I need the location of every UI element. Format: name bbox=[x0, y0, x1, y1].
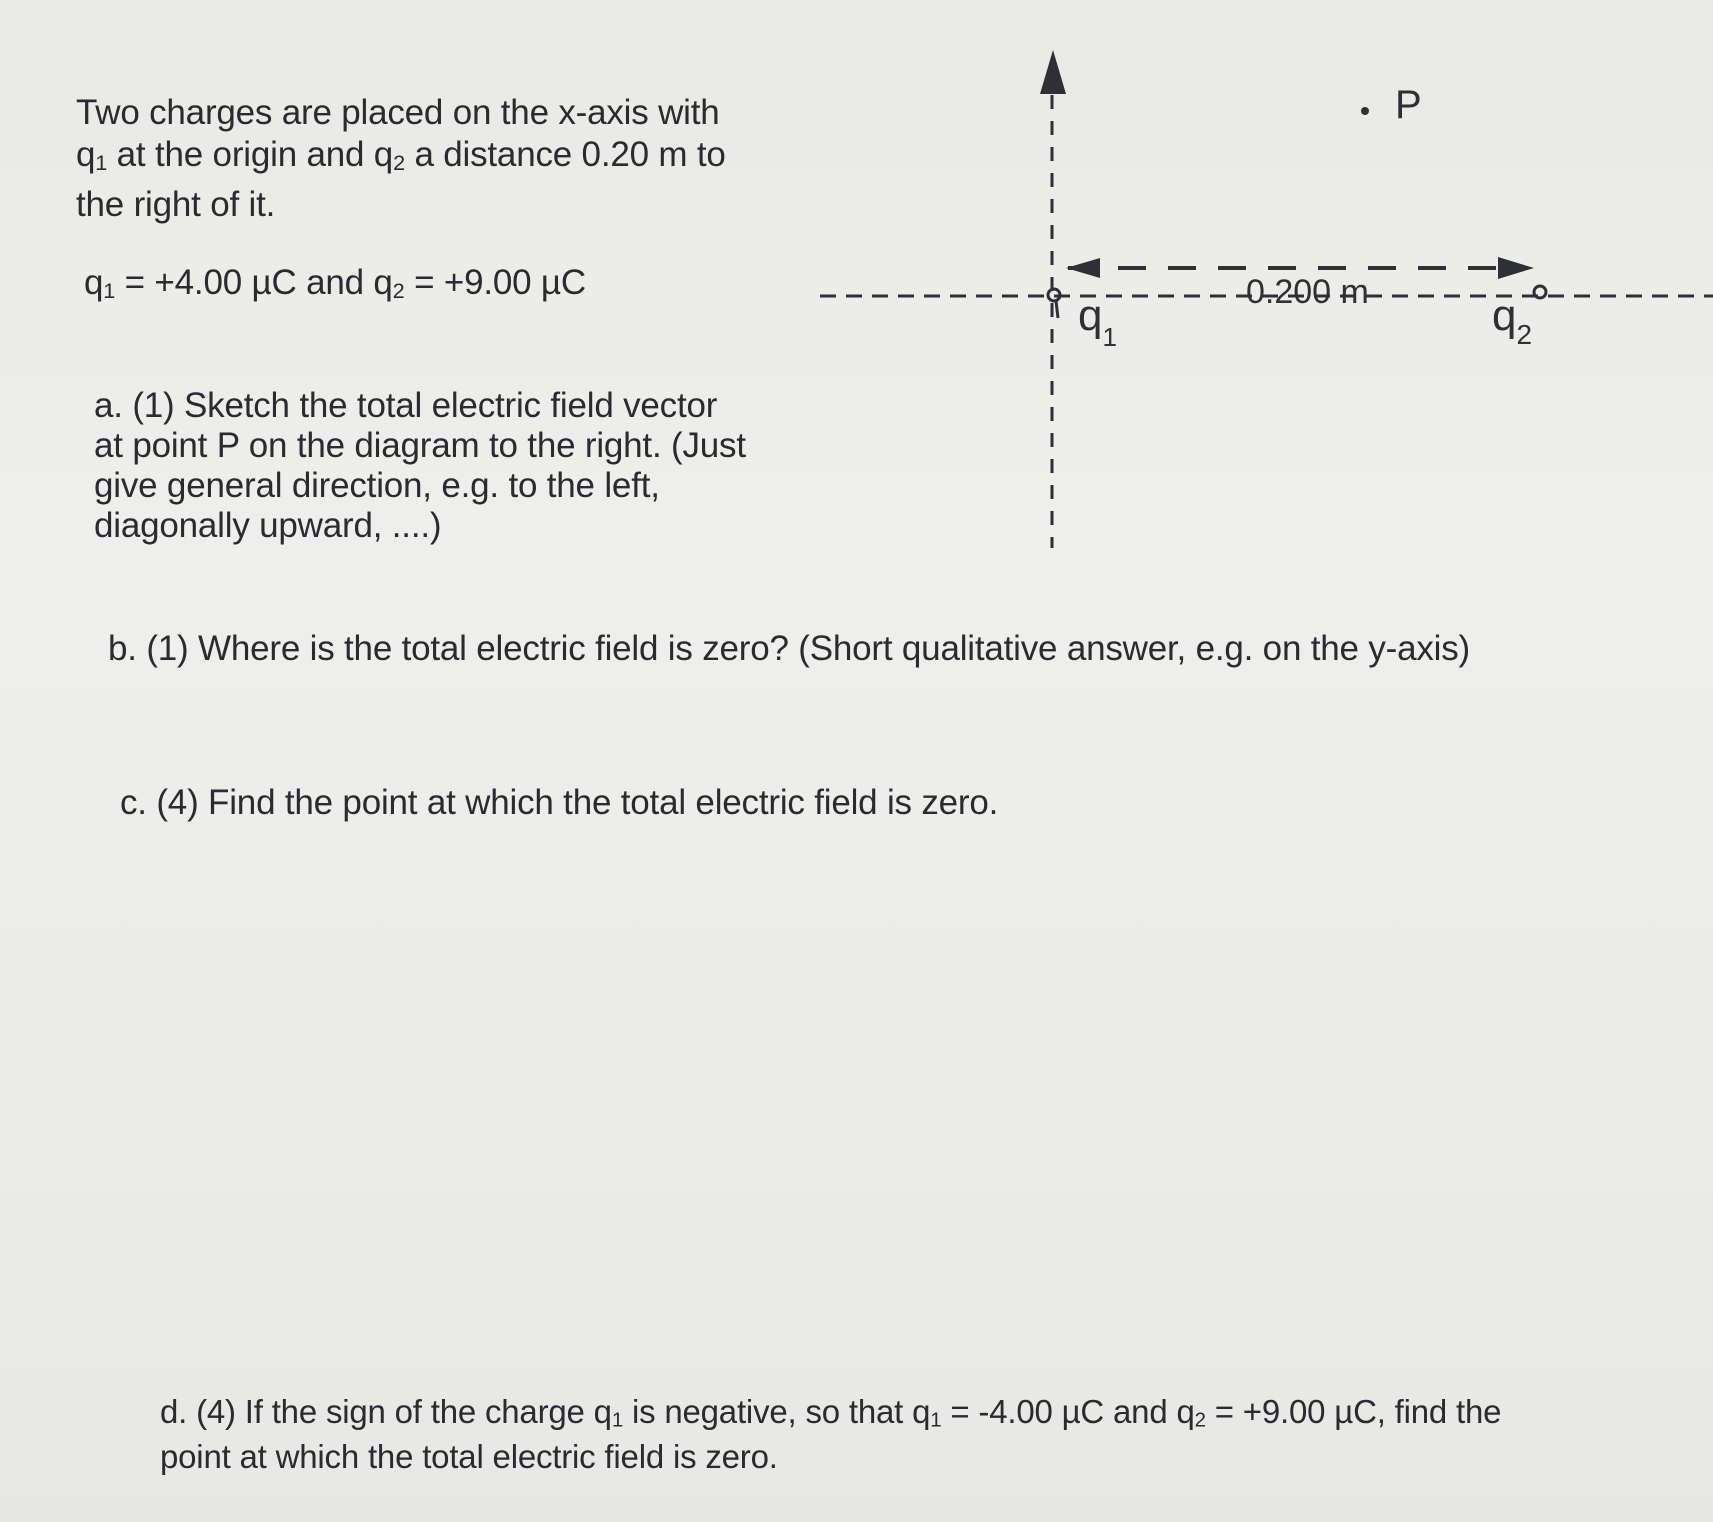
q2-symbol: q bbox=[373, 263, 393, 302]
intro-q1-symbol: q bbox=[76, 135, 96, 174]
q1-subscript: 1 bbox=[103, 277, 116, 303]
q1-symbol: q bbox=[84, 263, 104, 302]
q2-diagram-symbol: q bbox=[1492, 291, 1517, 340]
q2-diagram-subscript: 2 bbox=[1516, 319, 1533, 350]
intro-line-3: the right of it. bbox=[76, 184, 276, 224]
question-d-sub-2: 1 bbox=[930, 1408, 942, 1432]
q1-diagram-label bbox=[1078, 291, 1117, 352]
question-a-line-4: diagonally upward, ....) bbox=[94, 506, 442, 545]
q2-value: = +9.00 µC bbox=[404, 263, 586, 302]
distance-label: 0.200 m bbox=[1246, 273, 1369, 311]
y-axis-arrowhead bbox=[1040, 50, 1066, 94]
question-b-text: b. (1) Where is the total electric field is zero? (Short qualitative answer, e.g. on the y-axis) bbox=[108, 629, 1470, 668]
question-d-part-a: d. (4) If the sign of the charge q bbox=[160, 1393, 612, 1430]
q1-charge-stem bbox=[1056, 301, 1058, 318]
q1-diagram-symbol: q bbox=[1078, 291, 1103, 340]
point-p-marker bbox=[1361, 107, 1369, 115]
distance-right-arrowhead bbox=[1498, 257, 1534, 279]
question-c-text: c. (4) Find the point at which the total electric field is zero. bbox=[120, 783, 999, 822]
distance-left-arrowhead bbox=[1066, 258, 1100, 278]
point-p-label: P bbox=[1395, 83, 1422, 127]
question-a-line-3: give general direction, e.g. to the left, bbox=[94, 466, 660, 505]
question-d-line-2: point at which the total electric field is zero. bbox=[160, 1437, 778, 1475]
q1-diagram-subscript: 1 bbox=[1102, 322, 1117, 352]
question-d-part-b: is negative, so that q bbox=[622, 1393, 931, 1430]
intro-q2-subscript: 2 bbox=[393, 149, 405, 175]
question-d-part-c: = -4.00 µC and q bbox=[941, 1393, 1195, 1430]
question-a-line-1: a. (1) Sketch the total electric field vector bbox=[94, 386, 718, 425]
intro-line-2-middle: at the origin and q bbox=[107, 135, 394, 174]
q2-subscript: 2 bbox=[392, 277, 405, 303]
question-d-sub-3: 2 bbox=[1194, 1408, 1206, 1432]
question-d-sub-1: 1 bbox=[611, 1408, 623, 1432]
question-a-line-2: at point P on the diagram to the right. (Just bbox=[94, 426, 746, 465]
intro-line-1: Two charges are placed on the x-axis with bbox=[76, 93, 720, 132]
q1-value: = +4.00 µC and bbox=[115, 263, 374, 302]
question-d-part-d: = +9.00 µC, find the bbox=[1205, 1393, 1502, 1430]
intro-q1-subscript: 1 bbox=[95, 149, 108, 175]
q2-charge-dot bbox=[1534, 286, 1546, 298]
intro-line-2-end: a distance 0.20 m to bbox=[404, 135, 726, 174]
q2-diagram-label bbox=[1492, 291, 1532, 350]
